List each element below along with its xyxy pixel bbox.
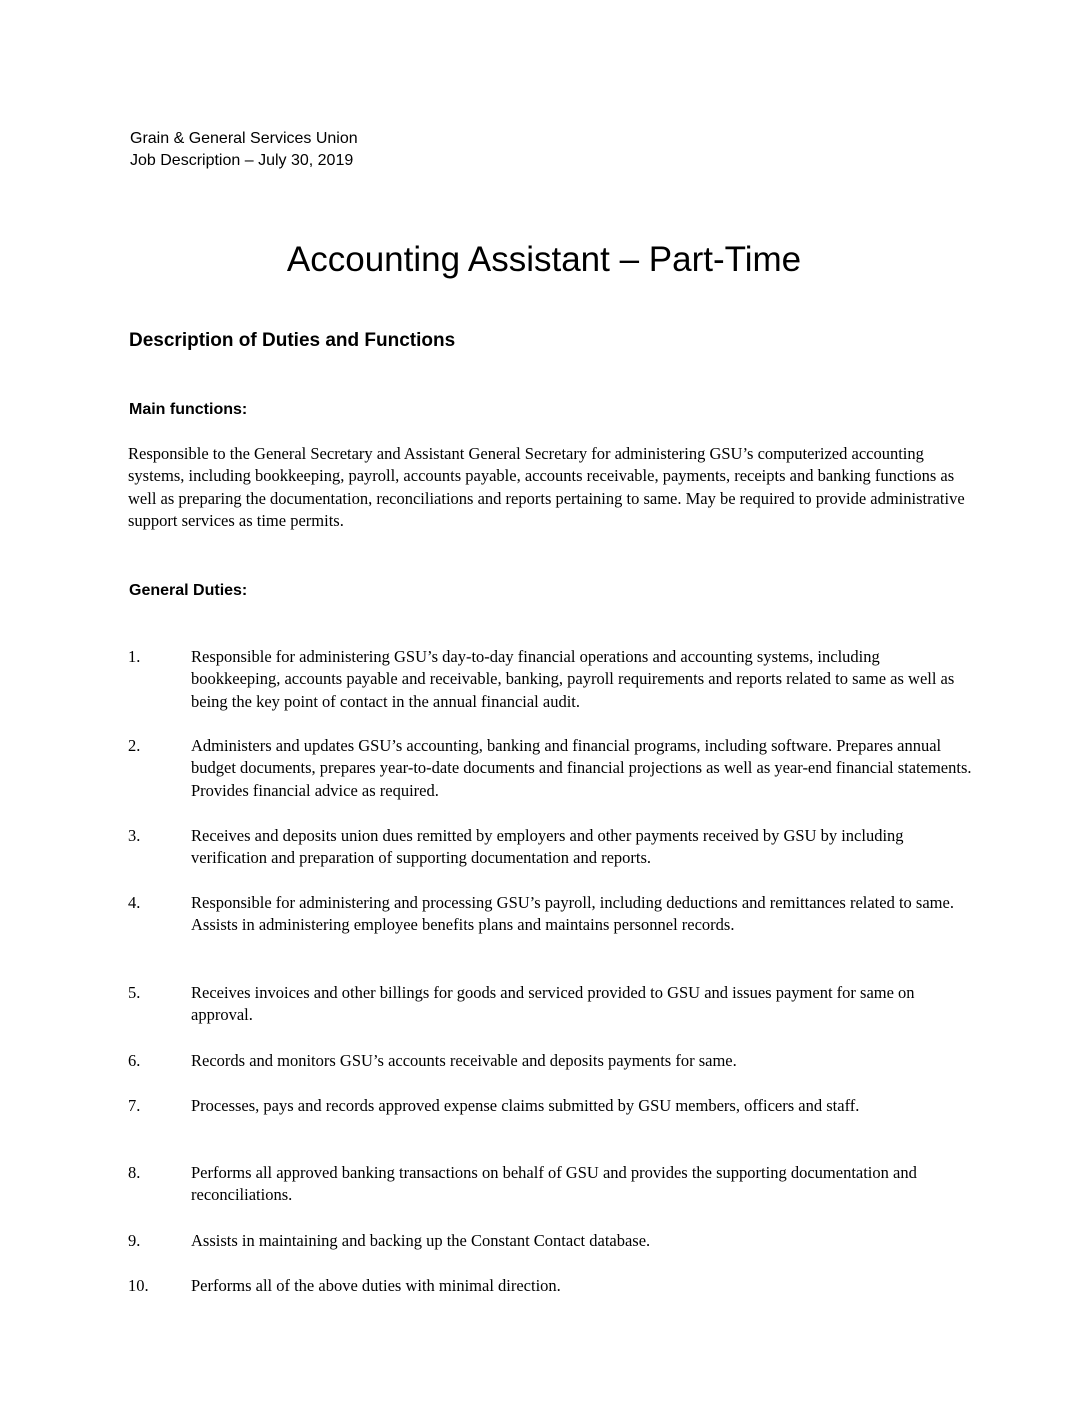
document-date-line: Job Description – July 30, 2019 — [130, 152, 354, 169]
list-item-text: Records and monitors GSU’s accounts receivable and deposits payments for same. — [191, 1051, 737, 1070]
organization-name: Grain & General Services Union — [130, 130, 358, 147]
list-item-text: Performs all of the above duties with minimal direction. — [191, 1276, 561, 1295]
list-item — [128, 825, 973, 870]
list-item — [128, 1275, 973, 1297]
list-item-text: Receives and deposits union dues remitted by employers and other payments received by GSU by including verification and preparation of supporting documentation and reports. — [191, 826, 904, 868]
list-item-number: 4. — [128, 893, 141, 912]
list-item — [128, 982, 973, 1027]
list-item — [128, 892, 973, 937]
list-item-number: 7. — [128, 1096, 141, 1115]
list-item-text: Assists in maintaining and backing up the Constant Contact database. — [191, 1231, 651, 1250]
list-item — [128, 1095, 973, 1117]
main-functions-text: Responsible to the General Secretary and Assistant General Secretary for administering GSU’s computerized accounting systems, including bookkeeping, payroll, accounts payable, accounts receivable, payments, receipts and banking functions as well as preparing the documentation, reconciliations and reports pertaining to same. May be required to provide administrative support services as time permits. — [128, 444, 965, 530]
list-item-number: 2. — [128, 736, 141, 755]
section-heading: Description of Duties and Functions — [129, 330, 456, 351]
list-item-number: 3. — [128, 826, 141, 845]
list-item-number: 10. — [128, 1276, 149, 1295]
page-title: Accounting Assistant – Part-Time — [286, 240, 802, 279]
list-item-number: 9. — [128, 1231, 141, 1250]
list-item — [128, 1230, 973, 1252]
list-item — [128, 1050, 973, 1072]
list-item — [128, 1162, 973, 1207]
list-item-number: 1. — [128, 647, 141, 666]
list-item-text: Responsible for administering and processing GSU’s payroll, including deductions and remittances related to same. Assists in administering employee benefits plans and maintains personnel records. — [191, 893, 954, 935]
list-item-text: Performs all approved banking transactions on behalf of GSU and provides the supporting documentation and reconciliations. — [191, 1163, 917, 1205]
list-item-number: 8. — [128, 1163, 141, 1182]
list-item-number: 5. — [128, 983, 141, 1002]
list-item — [128, 646, 973, 713]
list-item-text: Responsible for administering GSU’s day-to-day financial operations and accounting systems, including bookkeeping, accounts payable and receivable, banking, payroll requirements and reports related to same as well as being the key point of contact in the annual financial audit. — [191, 647, 955, 711]
general-duties-heading: General Duties: — [129, 582, 248, 599]
list-item-text: Administers and updates GSU’s accounting, banking and financial programs, including software. Prepares annual budget documents, prepares year-to-date documents and financial projections as well as year-end financial statements. Provides financial advice as required. — [191, 736, 972, 800]
list-item — [128, 735, 973, 802]
list-item-text: Receives invoices and other billings for goods and serviced provided to GSU and issues payment for same on approval. — [191, 983, 915, 1025]
list-item-text: Processes, pays and records approved expense claims submitted by GSU members, officers and staff. — [191, 1096, 860, 1115]
main-functions-heading: Main functions: — [129, 401, 248, 418]
list-item-number: 6. — [128, 1051, 141, 1070]
